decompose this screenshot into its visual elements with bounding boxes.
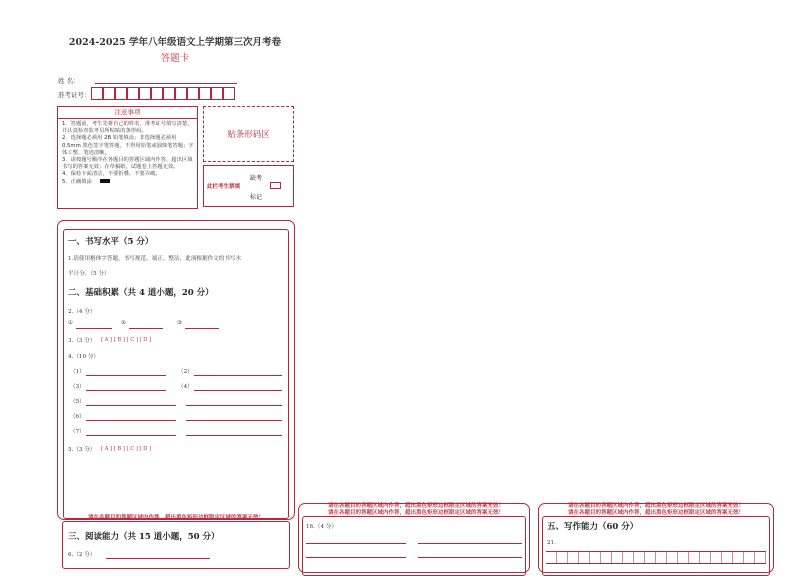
q4-blank-5-label: （5） xyxy=(70,399,85,405)
id-digit-box[interactable] xyxy=(187,87,199,100)
id-digit-box[interactable] xyxy=(175,87,187,100)
q16-answer-1[interactable] xyxy=(306,542,406,544)
id-label: 准考证号： xyxy=(58,91,91,99)
q2-mark-2: ② xyxy=(121,320,127,326)
q6-label: 6.（2 分） xyxy=(68,552,96,558)
name-field[interactable] xyxy=(95,74,237,84)
q16-answer-4[interactable] xyxy=(418,556,522,558)
warning-banner: 请在各题目的答题区域内作答，超出黑色矩形边框限定区域的答案无效！ xyxy=(87,515,264,521)
id-digit-box[interactable] xyxy=(115,87,127,100)
q4-blank-1[interactable] xyxy=(86,374,166,376)
q4-blank-5b[interactable] xyxy=(186,404,282,406)
q4-blank-4-label: （4） xyxy=(178,384,193,390)
page-subtitle: 答题卡 xyxy=(160,53,190,64)
fill-sample-mark xyxy=(100,179,110,183)
warning-banner-col3: 请在各题目的答题区域内作答，超出黑色矩形边框限定区域的答案无效！ xyxy=(567,503,744,509)
q2-answer-2[interactable] xyxy=(129,327,163,329)
answer-panel-main xyxy=(57,220,295,520)
name-label: 姓 名： xyxy=(58,77,80,85)
absent-bottom-label: 标记 xyxy=(250,194,263,201)
absent-checkbox[interactable] xyxy=(270,182,281,189)
notice-heading: 注意事项 xyxy=(58,107,197,119)
q4-blank-5a[interactable] xyxy=(86,404,176,406)
notice-box xyxy=(57,106,198,209)
section2-title: 二、基础积累（共 4 道小题，20 分） xyxy=(68,288,214,298)
notice-item: 3．请按题号顺序在各题目的答题区域内作答，超出区域书写的答案无效；在草稿纸、试题卷上答题无效。 xyxy=(62,157,193,171)
warning-banner-col2b: 请在各题目的答题区域内作答，超出黑色矩形边框限定区域的答案无效！ xyxy=(327,510,504,516)
q4-blank-7a[interactable] xyxy=(86,434,176,436)
q2-mark-3: ③ xyxy=(177,320,183,326)
q16-answer-2[interactable] xyxy=(418,542,522,544)
q4-blank-7-label: （7） xyxy=(70,429,85,435)
q4-label: 4.（10 分） xyxy=(68,354,100,360)
barcode-area xyxy=(203,106,294,162)
q6-answer[interactable] xyxy=(106,557,210,559)
section5-title: 五、写作能力（60 分） xyxy=(547,522,639,532)
q4-blank-6-label: （6） xyxy=(70,414,85,420)
q4-blank-6a[interactable] xyxy=(86,419,176,421)
id-digit-box[interactable] xyxy=(151,87,163,100)
absent-left-label: 此栏考生禁填 xyxy=(207,184,241,190)
section1-title: 一、书写水平（5 分） xyxy=(68,237,154,247)
section1-line1: 1.请使用楷体字答题，书写规范、端正、整洁，此项根据作文的书写水 xyxy=(68,256,242,262)
id-digit-box[interactable] xyxy=(139,87,151,100)
q2-label: 2.（4 分） xyxy=(68,309,96,315)
id-digit-box[interactable] xyxy=(91,87,103,100)
q4-blank-1-label: （1） xyxy=(70,369,85,375)
notice-item: 1．答题前，考生先将自己的姓名，准考证号填写清楚，并认真检查监考员所粘贴的条形码。 xyxy=(62,121,193,135)
q3-options[interactable]: [ A ] [ B ] [ C ] [ D ] xyxy=(101,337,152,343)
q21-label: 21. xyxy=(547,540,556,546)
fill-sample-label: 5．正确填涂 xyxy=(62,178,92,185)
q4-blank-6b[interactable] xyxy=(186,419,282,421)
notice-item: 4．保持卡面清洁，不要折叠、不要弄破。 xyxy=(62,171,161,178)
notice-item: 2．选择题必须用 2B 铅笔填涂；非选择题必须用 0.5mm 黑色签字笔答题，不得用铅笔或圆珠笔答题；字体工整、笔迹清晰。 xyxy=(62,135,194,156)
q4-blank-2-label: （2） xyxy=(178,369,193,375)
q4-blank-3-label: （3） xyxy=(70,384,85,390)
absent-mark-box xyxy=(203,165,294,207)
page-title: 2024-2025 学年八年级语文上学期第三次月考卷 xyxy=(68,37,282,48)
id-digit-box[interactable] xyxy=(211,87,223,100)
id-digit-box[interactable] xyxy=(127,87,139,100)
q2-mark-1: ① xyxy=(68,320,74,326)
q3-label: 3.（3 分） xyxy=(68,338,96,344)
section1-line2: 平计分。（5 分） xyxy=(68,271,110,277)
q16-label: 16.（4 分） xyxy=(306,524,338,530)
id-digit-box[interactable] xyxy=(223,87,235,100)
q2-answer-3[interactable] xyxy=(185,327,219,329)
id-digit-box[interactable] xyxy=(163,87,175,100)
q2-answer-1[interactable] xyxy=(76,327,112,329)
composition-grid[interactable] xyxy=(546,551,766,564)
q4-blank-4[interactable] xyxy=(194,389,282,391)
q16-answer-3[interactable] xyxy=(306,556,406,558)
absent-top-label: 缺考 xyxy=(250,175,263,182)
q4-blank-3[interactable] xyxy=(86,389,166,391)
q4-blank-2[interactable] xyxy=(194,374,282,376)
q5-options[interactable]: [ A ] [ B ] [ C ] [ D ] xyxy=(101,446,152,452)
id-digit-box[interactable] xyxy=(103,87,115,100)
q4-blank-7b[interactable] xyxy=(186,434,282,436)
section3-title: 三、阅读能力（共 15 道小题，50 分） xyxy=(68,532,220,542)
id-digit-box[interactable] xyxy=(199,87,211,100)
warning-banner-col3b: 请在各题目的答题区域内作答，超出黑色矩形边框限定区域的答案无效！ xyxy=(567,510,744,516)
notice-item xyxy=(58,179,197,186)
warning-banner-col2: 请在各题目的答题区域内作答，超出黑色矩形边框限定区域的答案无效！ xyxy=(327,503,504,509)
barcode-label: 贴条形码区 xyxy=(227,130,270,140)
q5-label: 5.（3 分） xyxy=(68,447,96,453)
